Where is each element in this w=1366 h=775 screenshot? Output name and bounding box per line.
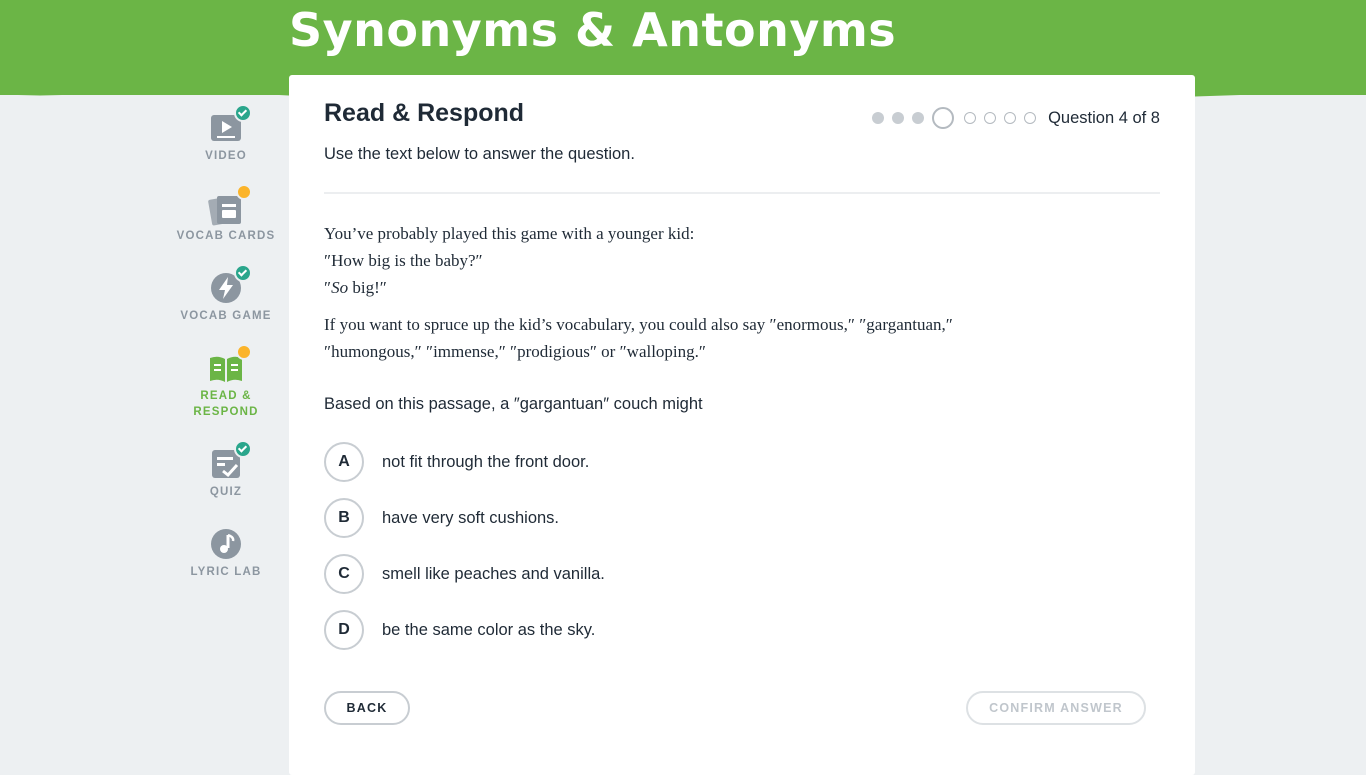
- open-book-icon: [208, 350, 244, 386]
- sidebar-item-vocab-game[interactable]: [170, 270, 282, 322]
- sidebar-item-label: VIDEO: [205, 150, 247, 162]
- passage-line: [324, 274, 1160, 301]
- passage-quote: ″: [324, 278, 332, 297]
- video-icon: [208, 110, 244, 146]
- progress-dot: [964, 112, 976, 124]
- passage-line: You’ve probably played this game with a younger kid:: [324, 224, 695, 243]
- sidebar-item-vocab-cards[interactable]: [170, 190, 282, 242]
- vocab-cards-icon: [208, 190, 244, 226]
- confirm-answer-button[interactable]: CONFIRM ANSWER: [966, 691, 1146, 725]
- checklist-icon: [208, 446, 244, 482]
- progress-dot: [1004, 112, 1016, 124]
- page-title: Synonyms & Antonyms: [289, 3, 897, 57]
- sidebar-item-video[interactable]: [170, 110, 282, 162]
- sidebar: [170, 100, 282, 578]
- passage-line: ″humongous,″ ″immense,″ ″prodigious″ or ″walloping.″: [324, 342, 706, 361]
- progress-label: Question 4 of 8: [1048, 108, 1160, 127]
- sidebar-item-label-line1: READ &: [200, 390, 252, 402]
- progress-dot: [1024, 112, 1036, 124]
- passage-line: If you want to spruce up the kid’s vocabulary, you could also say ″enormous,″ ″gargantuan,″: [324, 315, 953, 334]
- progress-dot: [912, 112, 924, 124]
- sidebar-item-read-respond[interactable]: [170, 350, 282, 418]
- choice-text[interactable]: have very soft cushions.: [382, 508, 560, 527]
- progress-dot: [892, 112, 904, 124]
- answer-choice-d[interactable]: [324, 610, 605, 650]
- answer-choice-a[interactable]: [324, 442, 605, 482]
- sidebar-item-label: VOCAB GAME: [180, 310, 272, 322]
- answer-choice-c[interactable]: [324, 554, 605, 594]
- question-progress: [872, 107, 1160, 129]
- reading-passage: [324, 220, 1160, 365]
- sidebar-item-label: QUIZ: [209, 486, 243, 498]
- complete-check-icon: [234, 264, 252, 282]
- progress-dot: [872, 112, 884, 124]
- choice-letter[interactable]: B: [324, 498, 364, 538]
- back-button[interactable]: BACK: [324, 691, 410, 725]
- instruction-text: Use the text below to answer the question.: [324, 145, 635, 163]
- divider: [324, 192, 1160, 194]
- complete-check-icon: [234, 104, 252, 122]
- passage-emphasis: So: [331, 278, 349, 297]
- sidebar-item-label: LYRIC LAB: [190, 566, 262, 578]
- complete-check-icon: [234, 440, 252, 458]
- lightning-icon: [208, 270, 244, 306]
- choice-text[interactable]: smell like peaches and vanilla.: [382, 564, 605, 583]
- in-progress-dot-icon: [236, 184, 252, 200]
- choice-letter[interactable]: A: [324, 442, 364, 482]
- in-progress-dot-icon: [236, 344, 252, 360]
- progress-dot-current: [932, 107, 954, 129]
- choice-letter[interactable]: D: [324, 610, 364, 650]
- choice-text[interactable]: be the same color as the sky.: [382, 620, 596, 639]
- choice-text[interactable]: not fit through the front door.: [382, 452, 590, 471]
- passage-line: ″How big is the baby?″: [324, 251, 483, 270]
- music-note-icon: [208, 526, 244, 562]
- question-card: [289, 75, 1195, 775]
- answer-choice-b[interactable]: [324, 498, 605, 538]
- answer-choices: [324, 442, 605, 666]
- sidebar-item-label: VOCAB CARDS: [176, 230, 276, 242]
- card-title: Read & Respond: [324, 99, 525, 127]
- choice-letter[interactable]: C: [324, 554, 364, 594]
- sidebar-item-lyric-lab[interactable]: [170, 526, 282, 578]
- sidebar-item-quiz[interactable]: [170, 446, 282, 498]
- sidebar-item-label-line2: RESPOND: [193, 406, 259, 418]
- passage-text: big!″: [348, 278, 387, 297]
- question-text: Based on this passage, a ″gargantuan″ couch might: [324, 395, 703, 413]
- progress-dot: [984, 112, 996, 124]
